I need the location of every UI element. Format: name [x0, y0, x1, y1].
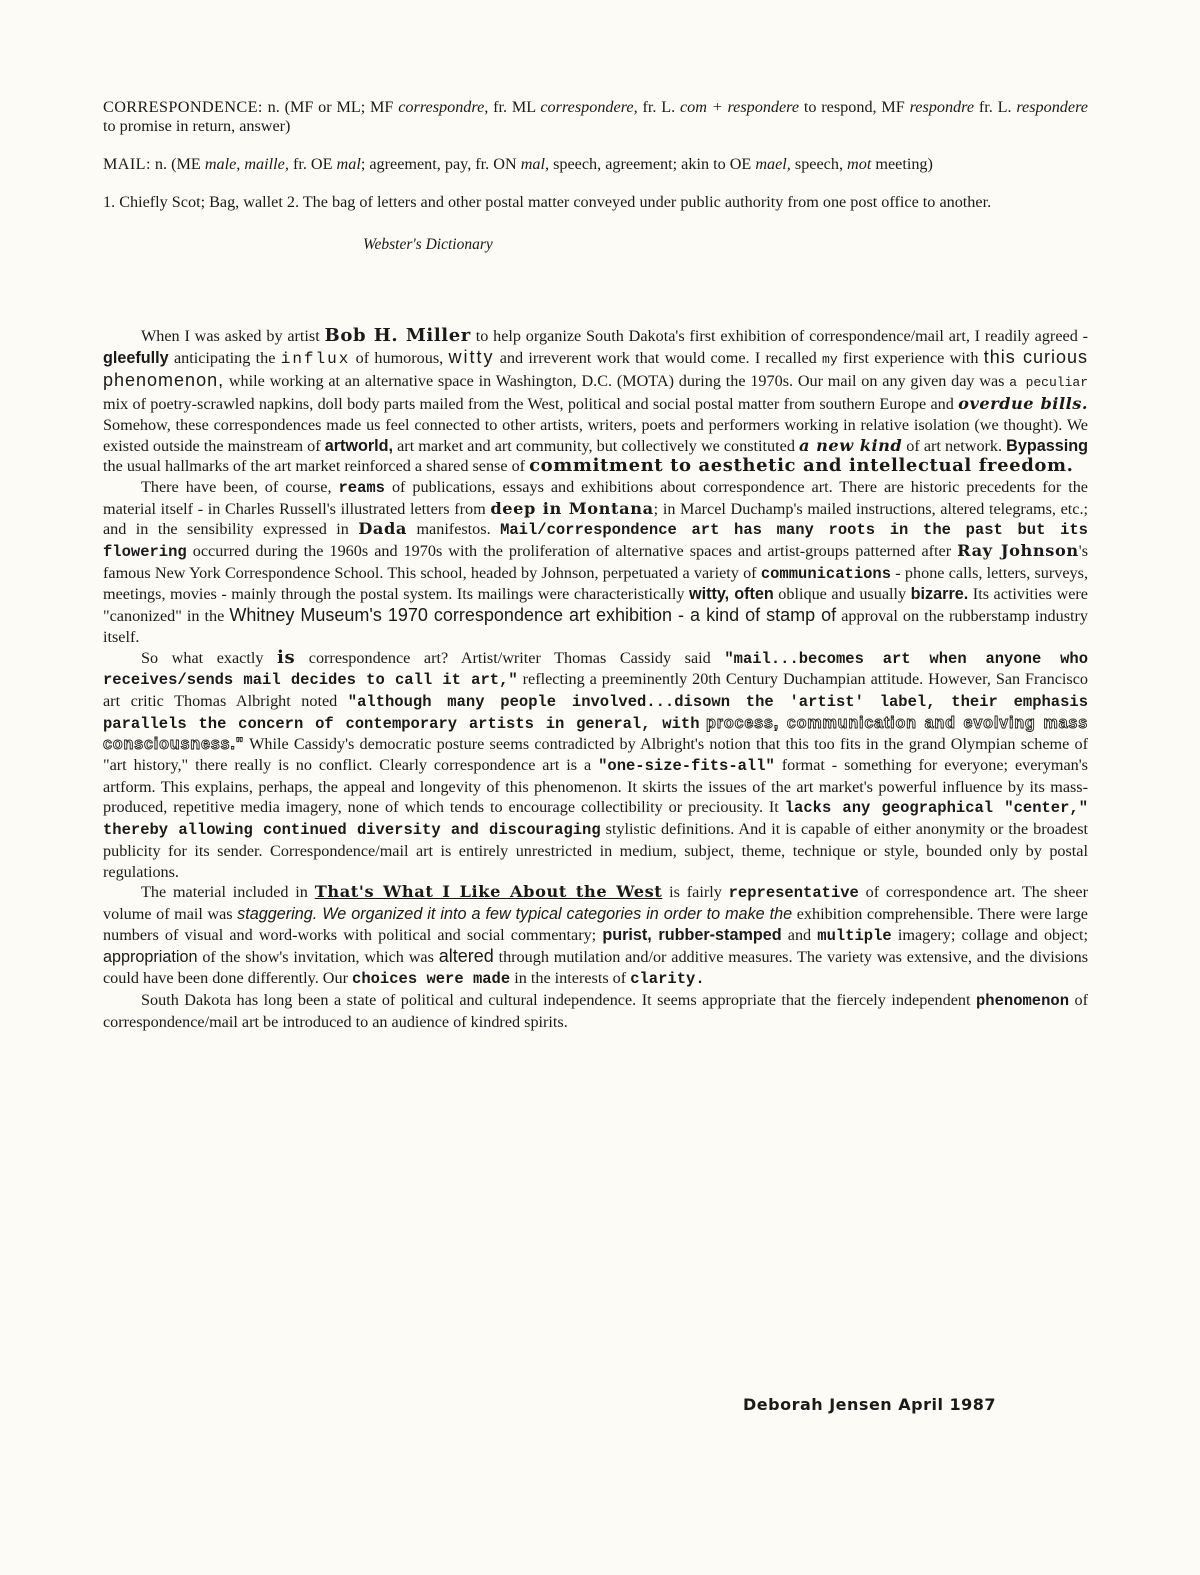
styled-text: my — [822, 351, 838, 367]
styled-text: multiple — [817, 926, 892, 945]
paragraph-5: South Dakota has long been a state of political and cultural independence. It seems appropriate that the fiercely independent phenomenon of correspondence/mail art be introduced to an audience of kindred spirits. — [103, 990, 1089, 1031]
styled-text: is — [277, 646, 296, 668]
styled-text: altered — [438, 946, 494, 967]
styled-text: Ray Johnson — [957, 541, 1079, 561]
styled-text: commitment to aesthetic and intellectual freedom. — [529, 455, 1074, 477]
definition-correspondence: CORRESPONDENCE: n. (MF or ML; MF correspondre, fr. ML correspondere, fr. L. com + respondere to respond, MF respondre fr. L. respondere to promise in return, answer) — [103, 98, 1088, 135]
styled-text: a new kind — [798, 435, 903, 455]
styled-text: staggering. We organized it into a few typical categories in order to make the — [237, 904, 793, 923]
styled-text: influx — [280, 349, 351, 368]
styled-text: "mail...becomes art when anyone who receives/sends mail decides to call it art," — [103, 649, 1088, 690]
styled-text: "one-size-fits-all" — [598, 757, 775, 776]
styled-text: choices were made — [352, 970, 511, 989]
definition-mail: MAIL: n. (ME male, maille, fr. OE mal; agreement, pay, fr. ON mal, speech, agreement; akin to OE mael, speech, mot meeting) — [103, 155, 933, 173]
styled-text: witty — [448, 346, 495, 367]
styled-text: process, communication and evolving mass consciousness." — [103, 713, 1088, 754]
styled-text: this curious phenomenon, — [103, 346, 1088, 391]
paragraph-2: There have been, of course, reams of publications, essays and exhibitions about correspondence art. There are historic precedents for the material itself - in Charles Russell's illustrated letters from deep in Montana; in Marcel Duchamp's mailed instructions, altered telegrams, etc.; and in the sensibility expressed in Dada manifestos. Mail/correspondence art has many roots in the past but its flowering occurred during the 1960s and 1970s with the proliferation of alternative spaces and artist-groups patterned after Ray Johnson's famous New York Correspondence School. This school, headed by Johnson, perpetuated a variety of communications - phone calls, letters, surveys, meetings, movies - mainly through the postal system. Its mailings were characteristically witty, often oblique and usually bizarre. Its activities were "canonized" in the Whitney Museum's 1970 correspondence art exhibition - a kind of stamp of approval on the rubberstamp industry itself. — [103, 477, 1088, 646]
styled-text: artworld, — [324, 436, 394, 455]
styled-text: purist, rubber-stamped — [602, 925, 782, 944]
styled-text: a peculiar — [1009, 375, 1088, 391]
styled-text: representative — [728, 884, 859, 903]
styled-text: "although many people involved...disown the 'artist' label, their emphasis parallels the concern of contemporary artists in general, with — [103, 692, 1089, 733]
styled-text: deep in Montana — [490, 498, 654, 518]
styled-text: Whitney Museum's 1970 correspondence art exhibition - a kind of stamp of — [229, 605, 837, 626]
styled-text: Dada — [358, 519, 408, 539]
styled-text: communications — [760, 564, 892, 583]
essay — [103, 326, 1088, 1032]
styled-text: overdue bills. — [958, 394, 1088, 414]
styled-text: gleefully — [103, 348, 169, 367]
styled-text: clarity. — [630, 970, 705, 989]
author-signature: Deborah Jensen April 1987 — [743, 1395, 997, 1414]
styled-text: lacks any geographical "center," thereby allowing continued diversity and discouraging — [103, 799, 1088, 840]
styled-text: Bob H. Miller — [324, 325, 471, 346]
paragraph-1: When I was asked by artist Bob H. Miller to help organize South Dakota's first exhibition of correspondence/mail art, I readily agreed - gleefully anticipating the influx of humorous, witty and irreverent work that would come. I recalled my first experience with this curious phenomenon, while working at an alternative space in Washington, D.C. (MOTA) during the 1970s. Our mail on any given day was a peculiar mix of poetry-scrawled napkins, doll body parts mailed from the West, political and social postal matter from southern Europe and overdue bills. Somehow, these correspondences made us feel connected to other artists, writers, poets and performers working in relative isolation (we thought). We existed outside the mainstream of artworld, art market and art community, but collectively we constituted a new kind of art network. Bypassing the usual hallmarks of the art market reinforced a shared sense of commitment to aesthetic and intellectual freedom. — [103, 325, 1089, 477]
styled-text: Bypassing — [1006, 436, 1089, 455]
definition-senses: 1. Chiefly Scot; Bag, wallet 2. The bag of letters and other postal matter conveyed under public authority from one post office to another. — [103, 193, 992, 211]
dictionary-source: Webster's Dictionary — [363, 236, 493, 253]
styled-text: Mail/correspondence art has many roots in the past but its flowering — [103, 521, 1088, 562]
styled-text: witty, often — [689, 585, 774, 604]
styled-text: phenomenon — [976, 991, 1070, 1010]
styled-text: reams — [338, 478, 385, 497]
paragraph-4: The material included in That's What I Like About the West is fairly representative of correspondence art. The sheer volume of mail was staggering. We organized it into a few typical categories in order to make the exhibition comprehensible. There were large numbers of visual and word-works with political and social commentary; purist, rubber-stamped and multiple imagery; collage and object; appropriation of the show's invitation, which was altered through mutilation and/or additive measures. The variety was extensive, and the divisions could have been done differently. Our choices were made in the interests of clarity. — [103, 882, 1089, 989]
exhibition-title: That's What I Like About the West — [314, 882, 663, 902]
styled-text: appropriation — [103, 948, 198, 967]
styled-text: bizarre. — [910, 585, 969, 604]
paragraph-3: So what exactly is correspondence art? Artist/writer Thomas Cassidy said "mail...becomes art when anyone who receives/sends mail decides to call it art," reflecting a preeminently 20th Century Duchampian attitude. However, San Francisco art critic Thomas Albright noted "although many people involved...disown the 'artist' label, their emphasis parallels the concern of contemporary artists in general, with process, communication and evolving mass consciousness." While Cassidy's democratic posture seems contradicted by Albright's notion that this too fits in the grand Olympian scheme of "art history," there really is no conflict. Clearly correspondence art is a "one-size-fits-all" format - something for everyone; everyman's artform. This explains, perhaps, the appeal and longevity of this phenomenon. It skirts the issues of the art market's powerful influence by its mass-produced, repetitive media imagery, none of which tends to encourage collectibility or preciousity. It lacks any geographical "center," thereby allowing continued diversity and discouraging stylistic definitions. And it is capable of either anonymity or the broadest publicity for its sender. Correspondence/mail art is entirely unrestricted in medium, subject, theme, technique or style, bounded only by postal regulations. — [103, 646, 1089, 881]
